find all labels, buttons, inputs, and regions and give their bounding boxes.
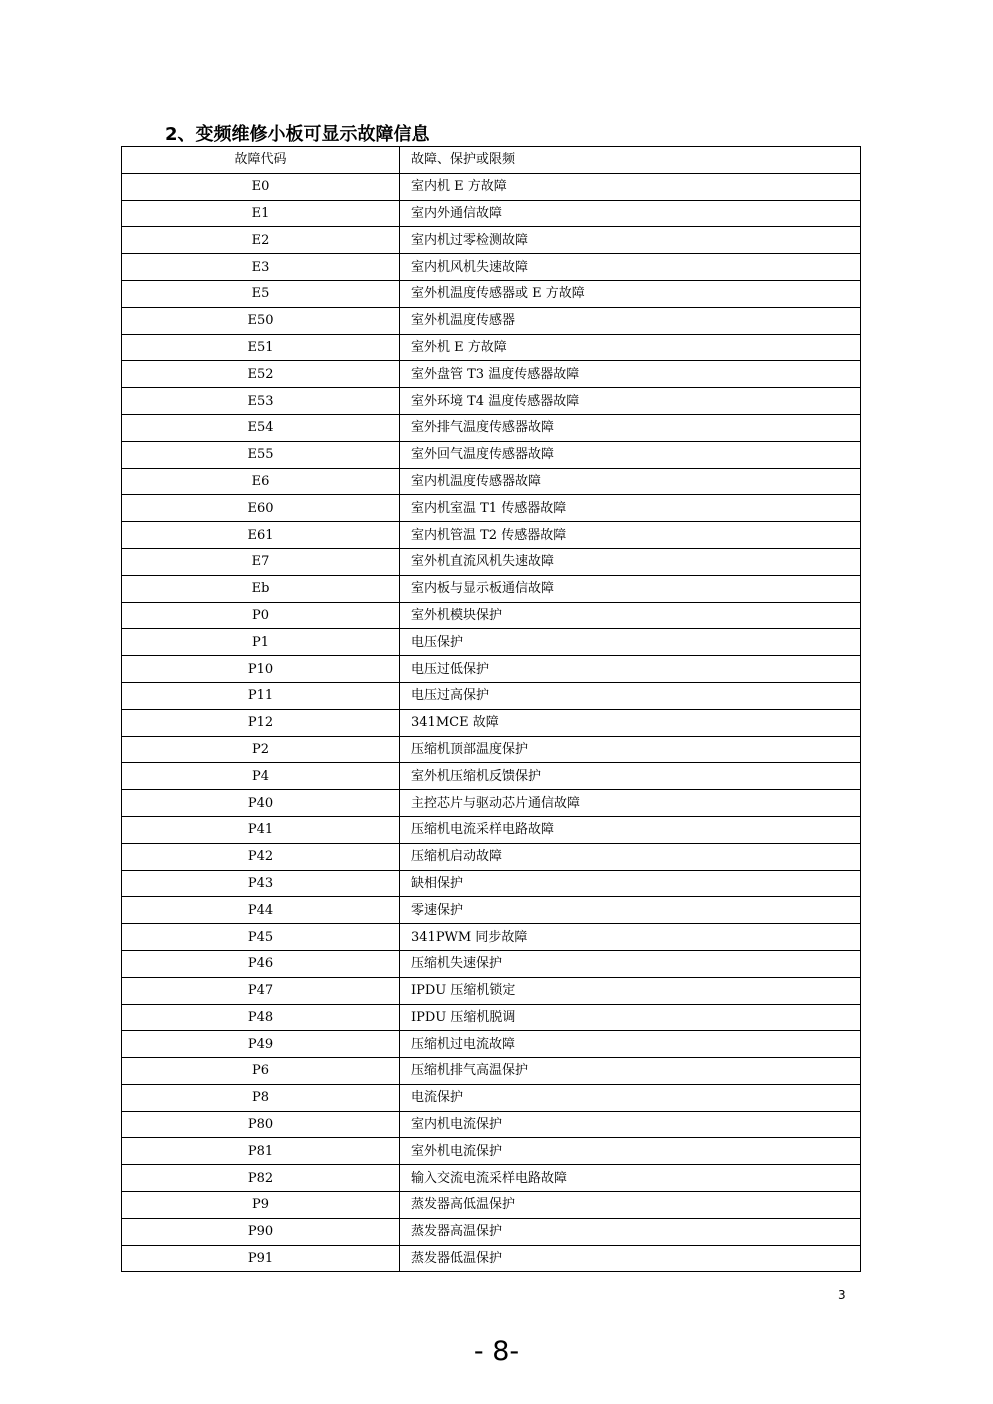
fault-description-cell: 室外机压缩机反馈保护 bbox=[400, 763, 861, 790]
fault-code-cell: P90 bbox=[122, 1218, 400, 1245]
table-row bbox=[122, 897, 861, 924]
fault-description-cell: 室内机电流保护 bbox=[400, 1111, 861, 1138]
fault-description-cell: 蒸发器高低温保护 bbox=[400, 1192, 861, 1219]
fault-description-cell: 电压保护 bbox=[400, 629, 861, 656]
table-row bbox=[122, 227, 861, 254]
section-title: 2、变频维修小板可显示故障信息 bbox=[165, 124, 430, 145]
table-row bbox=[122, 790, 861, 817]
table-row bbox=[122, 1031, 861, 1058]
table-row bbox=[122, 307, 861, 334]
table-row bbox=[122, 200, 861, 227]
fault-code-cell: P11 bbox=[122, 682, 400, 709]
fault-description-cell: 压缩机顶部温度保护 bbox=[400, 736, 861, 763]
table-row bbox=[122, 977, 861, 1004]
fault-description-cell: 缺相保护 bbox=[400, 870, 861, 897]
fault-description-cell: 341PWM 同步故障 bbox=[400, 924, 861, 951]
fault-code-cell: E2 bbox=[122, 227, 400, 254]
fault-code-cell: P44 bbox=[122, 897, 400, 924]
fault-code-cell: P42 bbox=[122, 843, 400, 870]
fault-description-cell: 零速保护 bbox=[400, 897, 861, 924]
fault-code-cell: P4 bbox=[122, 763, 400, 790]
fault-description-cell: 室内外通信故障 bbox=[400, 200, 861, 227]
fault-code-cell: E53 bbox=[122, 388, 400, 415]
table-row bbox=[122, 924, 861, 951]
table-row bbox=[122, 602, 861, 629]
fault-description-cell: 室外机温度传感器或 E 方故障 bbox=[400, 280, 861, 307]
table-row bbox=[122, 575, 861, 602]
fault-description-cell: 压缩机电流采样电路故障 bbox=[400, 816, 861, 843]
fault-code-cell: E54 bbox=[122, 414, 400, 441]
fault-code-cell: P8 bbox=[122, 1084, 400, 1111]
table-row bbox=[122, 870, 861, 897]
fault-code-cell: P49 bbox=[122, 1031, 400, 1058]
fault-description-cell: 室内机温度传感器故障 bbox=[400, 468, 861, 495]
fault-code-cell: E52 bbox=[122, 361, 400, 388]
fault-description-cell: 室外回气温度传感器故障 bbox=[400, 441, 861, 468]
fault-code-cell: P40 bbox=[122, 790, 400, 817]
fault-description-cell: 压缩机排气高温保护 bbox=[400, 1058, 861, 1085]
fault-description-cell: 电压过低保护 bbox=[400, 656, 861, 683]
fault-description-cell: 蒸发器高温保护 bbox=[400, 1218, 861, 1245]
fault-code-cell: E5 bbox=[122, 280, 400, 307]
table-row bbox=[122, 1111, 861, 1138]
table-row bbox=[122, 1245, 861, 1272]
fault-code-cell: P12 bbox=[122, 709, 400, 736]
fault-description-cell: IPDU 压缩机锁定 bbox=[400, 977, 861, 1004]
table-row bbox=[122, 522, 861, 549]
header-fault-code: 故障代码 bbox=[122, 147, 400, 174]
fault-description-cell: 压缩机过电流故障 bbox=[400, 1031, 861, 1058]
table-row bbox=[122, 950, 861, 977]
table-header-row bbox=[122, 147, 861, 174]
fault-description-cell: 主控芯片与驱动芯片通信故障 bbox=[400, 790, 861, 817]
table-row bbox=[122, 468, 861, 495]
table-row bbox=[122, 816, 861, 843]
table-row bbox=[122, 1218, 861, 1245]
table-row bbox=[122, 334, 861, 361]
fault-code-cell: E1 bbox=[122, 200, 400, 227]
fault-code-cell: P46 bbox=[122, 950, 400, 977]
fault-description-cell: IPDU 压缩机脱调 bbox=[400, 1004, 861, 1031]
fault-description-cell: 压缩机失速保护 bbox=[400, 950, 861, 977]
fault-code-cell: E6 bbox=[122, 468, 400, 495]
fault-code-cell: E7 bbox=[122, 548, 400, 575]
table-row bbox=[122, 736, 861, 763]
fault-description-cell: 室内机过零检测故障 bbox=[400, 227, 861, 254]
fault-description-cell: 室内机室温 T1 传感器故障 bbox=[400, 495, 861, 522]
fault-code-cell: P41 bbox=[122, 816, 400, 843]
table-row bbox=[122, 280, 861, 307]
fault-description-cell: 室外排气温度传感器故障 bbox=[400, 414, 861, 441]
fault-description-cell: 室内机风机失速故障 bbox=[400, 254, 861, 281]
table-row bbox=[122, 441, 861, 468]
table-row bbox=[122, 1058, 861, 1085]
fault-code-cell: E51 bbox=[122, 334, 400, 361]
fault-description-cell: 压缩机启动故障 bbox=[400, 843, 861, 870]
table-row bbox=[122, 254, 861, 281]
fault-description-cell: 室内板与显示板通信故障 bbox=[400, 575, 861, 602]
table-row bbox=[122, 1138, 861, 1165]
table-row bbox=[122, 843, 861, 870]
fault-code-cell: P91 bbox=[122, 1245, 400, 1272]
fault-code-cell: P47 bbox=[122, 977, 400, 1004]
table-row bbox=[122, 1004, 861, 1031]
table-row bbox=[122, 1192, 861, 1219]
table-row bbox=[122, 495, 861, 522]
fault-code-cell: E60 bbox=[122, 495, 400, 522]
fault-code-cell: E50 bbox=[122, 307, 400, 334]
table-row bbox=[122, 414, 861, 441]
fault-code-cell: P80 bbox=[122, 1111, 400, 1138]
fault-description-cell: 室外盘管 T3 温度传感器故障 bbox=[400, 361, 861, 388]
table-row bbox=[122, 1165, 861, 1192]
fault-description-cell: 室内机管温 T2 传感器故障 bbox=[400, 522, 861, 549]
table-row bbox=[122, 548, 861, 575]
fault-code-cell: P43 bbox=[122, 870, 400, 897]
fault-code-cell: P10 bbox=[122, 656, 400, 683]
table-row bbox=[122, 709, 861, 736]
table-row bbox=[122, 1084, 861, 1111]
fault-description-cell: 341MCE 故障 bbox=[400, 709, 861, 736]
fault-description-cell: 室外环境 T4 温度传感器故障 bbox=[400, 388, 861, 415]
fault-code-table bbox=[121, 146, 861, 1272]
table-row bbox=[122, 173, 861, 200]
fault-description-cell: 电流保护 bbox=[400, 1084, 861, 1111]
fault-code-cell: P81 bbox=[122, 1138, 400, 1165]
table-row bbox=[122, 763, 861, 790]
fault-description-cell: 室外机 E 方故障 bbox=[400, 334, 861, 361]
header-fault-description: 故障、保护或限频 bbox=[400, 147, 861, 174]
fault-description-cell: 输入交流电流采样电路故障 bbox=[400, 1165, 861, 1192]
table-row bbox=[122, 656, 861, 683]
fault-description-cell: 电压过高保护 bbox=[400, 682, 861, 709]
fault-description-cell: 蒸发器低温保护 bbox=[400, 1245, 861, 1272]
fault-code-cell: P48 bbox=[122, 1004, 400, 1031]
fault-code-cell: P2 bbox=[122, 736, 400, 763]
fault-code-cell: Eb bbox=[122, 575, 400, 602]
fault-code-cell: P82 bbox=[122, 1165, 400, 1192]
fault-code-cell: P9 bbox=[122, 1192, 400, 1219]
fault-description-cell: 室外机模块保护 bbox=[400, 602, 861, 629]
fault-description-cell: 室外机直流风机失速故障 bbox=[400, 548, 861, 575]
fault-code-cell: P0 bbox=[122, 602, 400, 629]
fault-code-cell: E61 bbox=[122, 522, 400, 549]
page-number: - 8- bbox=[473, 1336, 520, 1367]
table-row bbox=[122, 682, 861, 709]
page-mark: 3 bbox=[838, 1288, 846, 1302]
fault-description-cell: 室外机电流保护 bbox=[400, 1138, 861, 1165]
fault-code-cell: E0 bbox=[122, 173, 400, 200]
fault-code-cell: P6 bbox=[122, 1058, 400, 1085]
fault-code-cell: P45 bbox=[122, 924, 400, 951]
fault-code-cell: P1 bbox=[122, 629, 400, 656]
table-row bbox=[122, 629, 861, 656]
fault-description-cell: 室外机温度传感器 bbox=[400, 307, 861, 334]
fault-code-cell: E3 bbox=[122, 254, 400, 281]
fault-code-cell: E55 bbox=[122, 441, 400, 468]
table-row bbox=[122, 388, 861, 415]
table-row bbox=[122, 361, 861, 388]
fault-description-cell: 室内机 E 方故障 bbox=[400, 173, 861, 200]
